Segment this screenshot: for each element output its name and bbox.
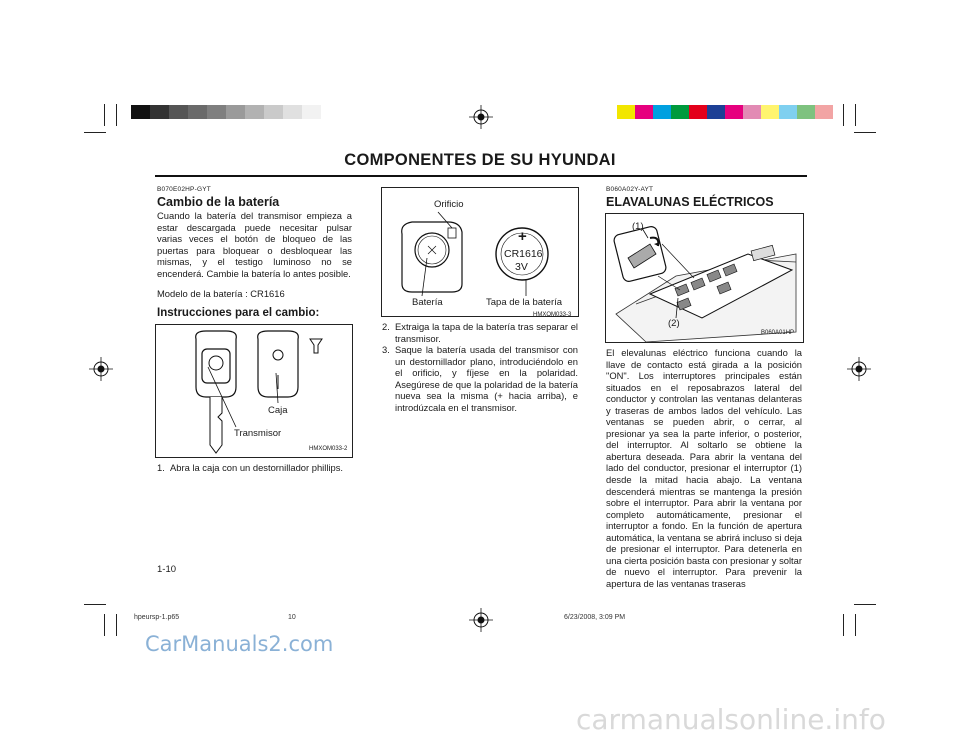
figure-code: HMXOM033-2 [309,446,348,452]
battery-model-line: Modelo de la batería : CR1616 [157,288,285,299]
figure-code: B060A01HP [761,330,795,336]
left-steps [157,462,352,474]
registration-mark-right [847,357,871,381]
color-swatch [169,105,188,119]
window-switch-figure [605,213,804,343]
step-item [382,321,578,344]
figure-code: HMXOM033-3 [533,312,572,318]
color-swatch [264,105,283,119]
switch-label-1: (1) [632,221,644,232]
color-swatch [815,105,833,119]
section-title: Cambio de la batería [157,195,280,209]
section-code: B070E02HP-GYT [157,186,211,193]
step-text: Extraiga la tapa de la batería tras separar el transmisor. [395,321,578,344]
step-text: Abra la caja con un destornillador phillips. [170,462,344,473]
color-swatch [797,105,815,119]
color-swatch [207,105,226,119]
body-paragraph: El elevalunas eléctrico funciona cuando la llave de contacto está girada a la posición "ON". Los interruptores principales están situados en el reposabrazos lateral del conductor y controlan las ventanas delanteras y traseras de ambos lados del vehículo. Las ventanas se pueden abrir, o cerrar, al presionar ya sea la parte inferior, o posterior, del interruptor. Al soltarlo se obtiene la abertura deseada. Para abrir la ventana del lado del conductor, presionar el interruptor (1) desde la mitad hacia abajo. La ventana descenderá mientras se mantenga la presión sobre el interruptor. Para abrir la ventana por completo automáticamente, presionar el interruptor a fondo. En la función de apertura automática, la ventana se abrirá incluso si deja de presionar el interruptor. Para detenerla en una cierta posición basta con presionar y soltar de nuevo el interruptor. Para prevenir la apertura de las ventanas traseras [606,347,802,589]
footer-timestamp: 6/23/2008, 3:09 PM [564,614,626,621]
section-title: ELAVALUNAS ELÉCTRICOS [606,195,774,209]
color-swatch [671,105,689,119]
step-item [382,344,578,413]
color-swatch [707,105,725,119]
header-rule [155,175,807,177]
registration-mark-left [89,357,113,381]
plus-sign: + [518,228,527,245]
step-item [157,462,352,474]
orificio-label: Orificio [434,199,464,210]
registration-mark-bottom [469,608,493,632]
color-swatch [226,105,245,119]
bateria-label: Batería [412,297,443,308]
battery-figure [381,187,579,317]
color-swatch [689,105,707,119]
color-swatch [761,105,779,119]
step-number: 2. [382,321,390,332]
color-swatch [635,105,653,119]
site-watermark[interactable]: carmanualsonline.info [576,703,886,736]
battery-voltage-text: 3V [515,261,528,273]
instructions-subtitle: Instrucciones para el cambio: [157,307,320,319]
tapa-label: Tapa de la batería [486,297,563,308]
color-swatch [150,105,169,119]
color-swatch [653,105,671,119]
color-swatch [131,105,150,119]
color-swatch [302,105,321,119]
footer-page: 10 [288,614,296,621]
color-swatch [245,105,264,119]
color-swatch [779,105,797,119]
page-number: 1-10 [157,564,177,575]
color-swatch [283,105,302,119]
color-swatch [617,105,635,119]
key-transmitter-figure [155,324,353,458]
switch-label-2: (2) [668,318,680,329]
color-swatch [725,105,743,119]
site-watermark[interactable]: CarManuals2.com [145,632,334,656]
caja-label: Caja [268,405,288,416]
color-swatch [743,105,761,119]
body-paragraph: Cuando la batería del transmisor empieza a estar descargada puede necesitar pulsar varias veces el botón de bloqueo de las puertas para bloquear o desbloquear las mismas, y el testigo luminoso no se encenderá. Cambie la batería lo antes posible. [157,210,352,279]
footer-filename: hpeursp-1.p65 [134,614,180,621]
step-number: 1. [157,462,165,473]
color-swatch [188,105,207,119]
registration-mark-top [469,105,493,129]
transmisor-label: Transmisor [234,428,282,439]
step-number: 3. [382,344,390,355]
battery-type-text: CR1616 [504,248,543,260]
section-code: B060A02Y-AYT [606,186,654,193]
step-text: Saque la batería usada del transmisor con un destornillador plano, introduciéndolo en el orificio, y fíjese en la polaridad. Asegúrese de que la polaridad de la batería nueva sea la misma (+ hacia arriba), e introdúzcala en el transmisor. [395,344,578,413]
page-header-title: COMPONENTES DE SU HYUNDAI [344,151,616,169]
middle-steps [382,321,578,413]
